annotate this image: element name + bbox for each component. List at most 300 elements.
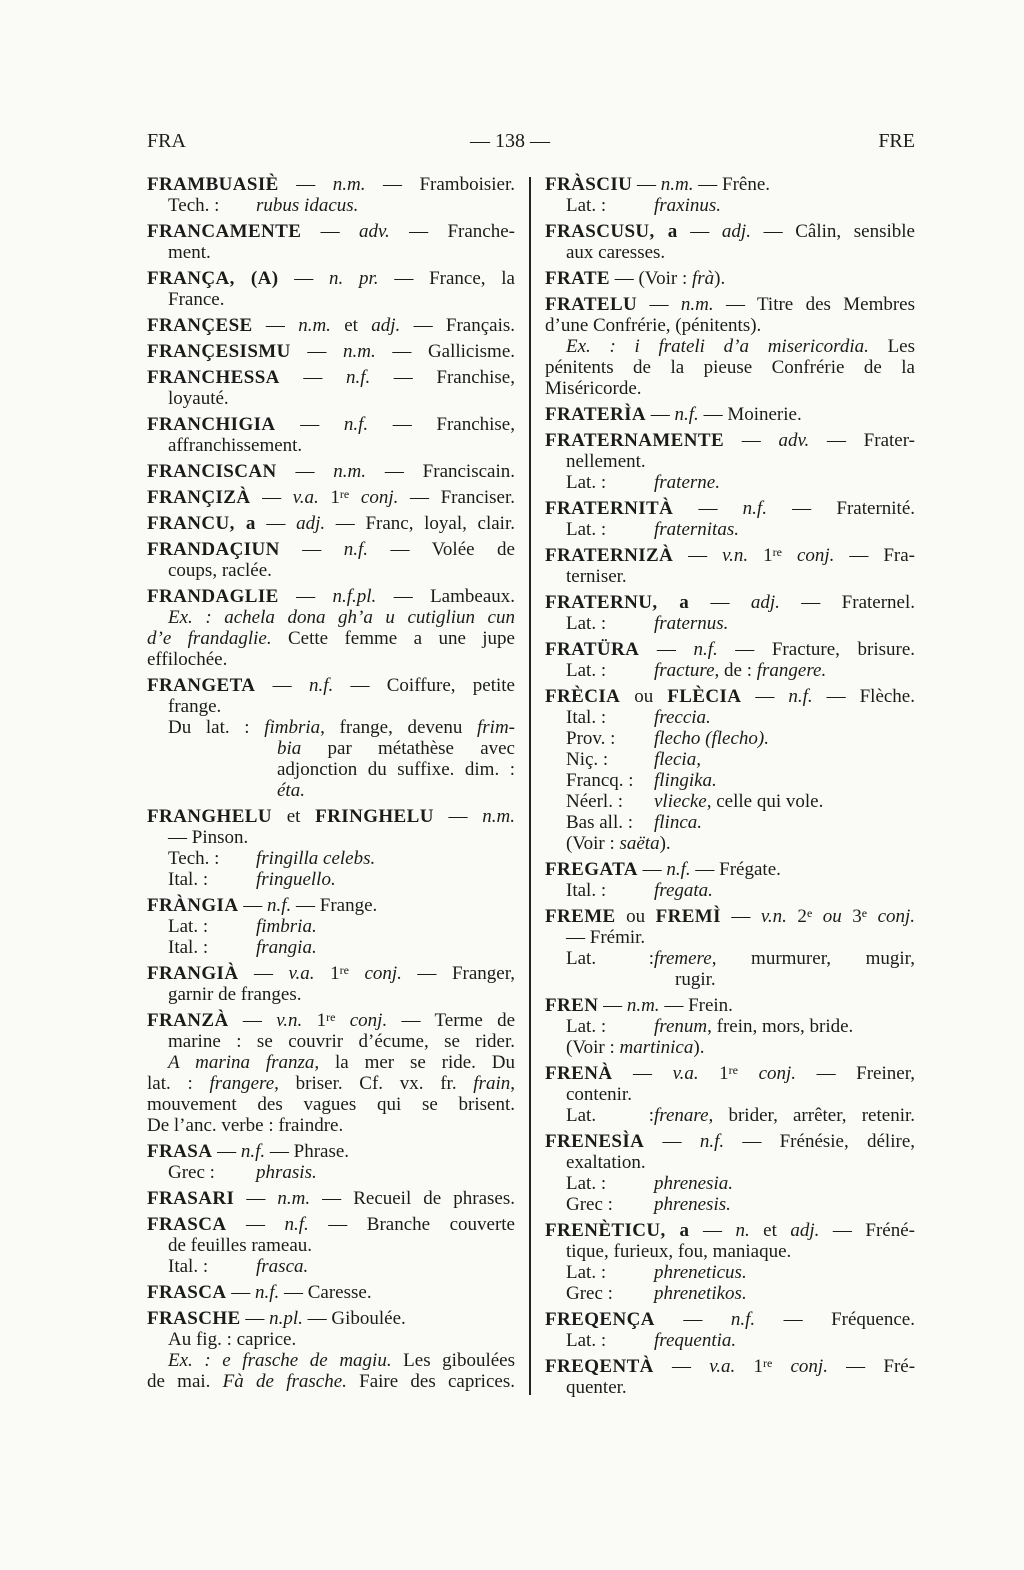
text-segment: marine : se couvrir d’écume, se rider. (168, 1031, 515, 1052)
text-segment: nellement. (566, 451, 646, 472)
headword: FRANGIÀ (147, 963, 239, 984)
text-segment: Faire des caprices. (346, 1371, 515, 1392)
text-segment: — (234, 1188, 278, 1209)
dictionary-entry (147, 268, 515, 310)
text-segment: — Frange. (291, 895, 378, 916)
page-number: — 138 — (470, 130, 550, 152)
text-segment: , de : (714, 660, 757, 681)
text-segment: mouvement des vagues qui se brisent. (147, 1094, 515, 1115)
text-segment: loyauté. (168, 388, 229, 409)
entry-line (147, 242, 515, 263)
dictionary-entry (147, 414, 515, 456)
headword: FRANCU, a (147, 513, 256, 534)
entry-line (545, 927, 915, 948)
text-segment: — (228, 1010, 277, 1031)
language-label: Ital. : (566, 880, 607, 901)
language-label: Grec : (566, 1194, 613, 1215)
entry-line (147, 963, 515, 984)
text-segment: n.f. (693, 639, 718, 660)
text-segment: — (252, 315, 299, 336)
dictionary-entry (147, 174, 515, 216)
headword: FRINGHELU (315, 806, 434, 827)
text-segment: de mai. (147, 1371, 223, 1392)
text-segment: tique, furieux, fou, maniaque. (566, 1241, 792, 1262)
text-segment: — Franciser. (398, 487, 516, 508)
text-segment: — (255, 675, 309, 696)
text-segment: n.pl. (269, 1308, 303, 1329)
text-segment: n.f. (343, 539, 369, 560)
entry-line (147, 1010, 515, 1031)
entry-line (147, 586, 515, 607)
dictionary-entry (545, 1309, 915, 1351)
entry-line (545, 498, 915, 519)
text-segment: exaltation. (566, 1152, 646, 1173)
headword: FRANDAGLIE (147, 586, 279, 607)
text-segment: bia (277, 738, 302, 759)
text-segment: ou (620, 686, 668, 707)
entry-line (147, 895, 515, 916)
entry-line (147, 827, 515, 848)
text-segment: ment. (168, 242, 211, 263)
text-segment: — (278, 268, 330, 289)
entry-line (545, 770, 915, 791)
headword: FRATERÌA (545, 404, 647, 425)
dictionary-entry (545, 545, 915, 587)
text-segment: — (639, 639, 694, 660)
text-segment: — (689, 592, 751, 613)
text-segment: — (637, 294, 681, 315)
dictionary-entry (545, 268, 915, 289)
language-label: Francq. : (566, 770, 634, 791)
text-segment: — (677, 221, 722, 242)
text-segment: — Framboisier. (365, 174, 515, 195)
text-segment: — Pinson. (168, 827, 249, 848)
entry-line (147, 221, 515, 242)
entry-line (545, 948, 915, 969)
text-segment: adj. (296, 513, 326, 534)
text-segment: frange. (168, 696, 222, 717)
text-segment: — Fréné- (819, 1220, 915, 1241)
text-segment: — Frénésie, délire, (724, 1131, 915, 1152)
text-segment: lat. : (147, 1073, 210, 1094)
entry-line (545, 430, 915, 451)
entry-line (545, 378, 915, 399)
text-segment: — Gallicisme. (375, 341, 516, 362)
entry-line (545, 613, 915, 634)
headword: FREN (545, 995, 599, 1016)
text-segment: — (226, 1214, 285, 1235)
text-segment: — (720, 906, 761, 927)
entry-line (545, 1377, 915, 1398)
headword: FRANCAMENTE (147, 221, 302, 242)
dictionary-entry (147, 341, 515, 362)
headword: FRANDAÇIUN (147, 539, 280, 560)
entry-line (147, 738, 515, 759)
entry-line (545, 707, 915, 728)
headword: FRASCA (147, 1282, 227, 1303)
entry-line (545, 1283, 915, 1304)
text-segment: — (673, 545, 723, 566)
text-segment: aux caresses. (566, 242, 666, 263)
dictionary-entry (545, 995, 915, 1058)
text-segment: — Lambeaux. (376, 586, 516, 607)
text-segment: d’e frandaglie. (147, 628, 272, 649)
text-segment: — (226, 1282, 255, 1303)
text-segment: — Franciscain. (366, 461, 515, 482)
entry-line (147, 937, 515, 958)
entry-line (147, 717, 515, 738)
text-segment: — Recueil de phrases. (310, 1188, 516, 1209)
language-label: Lat. : (566, 1330, 607, 1351)
text-segment: Du lat. : (168, 717, 265, 738)
columns (147, 174, 915, 1398)
entry-line (147, 696, 515, 717)
language-label: Lat. : (566, 1016, 607, 1037)
headword: FRÀSCIU (545, 174, 633, 195)
entry-line (147, 289, 515, 310)
text-segment: n.f. (666, 859, 691, 880)
text-segment: — (654, 1309, 731, 1330)
text-segment: Les (868, 336, 915, 357)
text-segment: fregata. (654, 880, 713, 901)
text-segment: ). (693, 1037, 705, 1058)
text-segment: n. pr. (329, 268, 379, 289)
text-segment: De l’anc. verbe : fraindre. (147, 1115, 344, 1136)
entry-line (545, 639, 915, 660)
text-segment: adj. (371, 315, 401, 336)
headword: FRATE (545, 268, 610, 289)
text-segment: re (728, 1063, 738, 1077)
entry-line (545, 545, 915, 566)
text-segment: rubus idacus. (256, 195, 359, 216)
text-segment: frequentia. (654, 1330, 737, 1351)
headword: FRASCHE (147, 1308, 241, 1329)
text-segment (738, 1063, 759, 1084)
language-label: Lat. : (566, 1173, 607, 1194)
dictionary-entry (545, 498, 915, 540)
text-segment: — Caresse. (279, 1282, 372, 1303)
entry-line (545, 1152, 915, 1173)
text-segment: — Fré- (827, 1356, 916, 1377)
text-segment: Fà de frasche. (222, 1371, 347, 1392)
text-segment: adjonction du suffixe. dim. : (277, 759, 515, 780)
entry-line (545, 749, 915, 770)
text-segment: Miséricorde. (545, 378, 642, 399)
text-segment: 2 (786, 906, 807, 927)
language-label: Lat. : (566, 1262, 607, 1283)
entry-line (147, 1094, 515, 1115)
text-segment: v.n. (760, 906, 787, 927)
text-segment: — (255, 513, 297, 534)
entry-line (147, 806, 515, 827)
entry-line (147, 1329, 515, 1350)
text-segment: ou (822, 906, 842, 927)
text-segment: — Franchise, (368, 414, 515, 435)
text-segment: quenter. (566, 1377, 627, 1398)
language-label: Lat. : (566, 519, 607, 540)
text-segment: phrenetikos. (654, 1283, 747, 1304)
right-column (545, 174, 915, 1398)
text-segment: 1 (302, 1010, 327, 1031)
dictionary-entry (545, 639, 915, 681)
text-segment: flecia, (654, 749, 701, 770)
entry-line (147, 1214, 515, 1235)
entry-line (545, 451, 915, 472)
language-label: Niç. : (566, 749, 609, 770)
text-segment: phreneticus. (654, 1262, 747, 1283)
dictionary-entry (545, 221, 915, 263)
entry-line (545, 686, 915, 707)
text-segment: (Voir : (566, 1037, 620, 1058)
text-segment: — Franchise, (370, 367, 515, 388)
entry-line (147, 1350, 515, 1371)
language-label: Lat. : (168, 916, 209, 937)
entry-line (147, 1073, 515, 1094)
text-segment: — (646, 404, 675, 425)
headword: FREQENÇA (545, 1309, 655, 1330)
dictionary-entry (147, 675, 515, 801)
headword: FRANCHESSA (147, 367, 280, 388)
text-segment: n.m. (680, 294, 714, 315)
headword: FRÈCIA (545, 686, 621, 707)
dictionary-entry (545, 592, 915, 634)
language-label: Ital. : (566, 707, 607, 728)
text-segment: — Français. (400, 315, 515, 336)
entry-line (147, 1031, 515, 1052)
text-segment: n.m. (482, 806, 515, 827)
text-segment: — (240, 1308, 270, 1329)
dictionary-entry (147, 963, 515, 1005)
dictionary-entry (545, 1220, 915, 1304)
text-segment: d’une Confrérie, (pénitents). (545, 315, 762, 336)
text-segment: — Franche- (389, 221, 515, 242)
text-segment: frà (691, 268, 715, 289)
language-label: Lat. : (566, 472, 607, 493)
text-segment: n.f. (742, 498, 767, 519)
entry-line (545, 995, 915, 1016)
entry-line (147, 649, 515, 670)
language-label: Lat. : (566, 1105, 654, 1126)
text-segment: Cette femme a une jupe (271, 628, 515, 649)
text-segment: vliecke (654, 791, 707, 812)
dictionary-entry (147, 513, 515, 534)
entry-line (545, 1330, 915, 1351)
text-segment: de feuilles rameau. (168, 1235, 313, 1256)
text-segment: fimbria (264, 717, 321, 738)
page-header (147, 130, 915, 153)
dictionary-entry (147, 1308, 515, 1392)
text-segment: freccia. (654, 707, 711, 728)
text-segment: n.f. (266, 895, 292, 916)
text-segment: A marina franza, (168, 1052, 320, 1073)
dictionary-entry (545, 174, 915, 216)
entry-line (545, 1262, 915, 1283)
entry-line (147, 1235, 515, 1256)
text-segment: martinica (619, 1037, 694, 1058)
text-segment: — Titre des Membres (713, 294, 916, 315)
text-segment: (Voir : (566, 833, 620, 854)
text-segment: et (330, 315, 372, 336)
text-segment: conj. (360, 487, 399, 508)
entry-line (147, 174, 515, 195)
dictionary-entry (147, 1188, 515, 1209)
text-segment: et (749, 1220, 791, 1241)
entry-line (147, 539, 515, 560)
text-segment: pénitents de la pieuse Confrérie de la (545, 357, 915, 378)
headword: FRANCISCAN (147, 461, 277, 482)
text-segment: frenare (654, 1105, 709, 1126)
entry-line (545, 566, 915, 587)
entry-line (545, 1131, 915, 1152)
headword: FRANÇESE (147, 315, 253, 336)
text-segment: 3 (841, 906, 862, 927)
text-segment: — (689, 1220, 736, 1241)
text-segment (335, 1010, 349, 1031)
text-segment: ). (659, 833, 671, 854)
entry-line (545, 1173, 915, 1194)
text-segment: re (339, 487, 350, 501)
dictionary-entry (147, 367, 515, 409)
entry-line (147, 869, 515, 890)
text-segment: frenum (654, 1016, 708, 1037)
text-segment: — Phrase. (265, 1141, 350, 1162)
language-label: Tech. : (168, 195, 220, 216)
entry-line (147, 1188, 515, 1209)
text-segment: — Frein. (659, 995, 733, 1016)
text-segment: — Frater- (809, 430, 915, 451)
language-label: Lat. : (566, 613, 607, 634)
entry-line (545, 472, 915, 493)
text-segment: fraterne. (654, 472, 720, 493)
text-segment: fringilla celebs. (256, 848, 376, 869)
entry-line (545, 1037, 915, 1058)
text-segment: re (339, 963, 349, 977)
entry-line (545, 174, 915, 195)
text-segment: éta. (277, 780, 305, 801)
language-label: Ital. : (168, 869, 209, 890)
text-segment: re (326, 1010, 336, 1024)
text-segment: n.f. (674, 404, 699, 425)
text-segment: n.m. (298, 315, 331, 336)
text-segment: — (301, 221, 359, 242)
text-segment: adj. (750, 592, 780, 613)
entry-line (147, 435, 515, 456)
entry-line (545, 1309, 915, 1330)
entry-line (545, 1356, 915, 1377)
text-segment: — Fraternel. (779, 592, 915, 613)
headword: FREQENTÀ (545, 1356, 654, 1377)
left-column (147, 174, 515, 1398)
text-segment: fimbria. (256, 916, 317, 937)
text-segment: conj. (364, 963, 402, 984)
text-segment: — (644, 1131, 700, 1152)
entry-line (147, 1141, 515, 1162)
text-segment: terniser. (566, 566, 627, 587)
text-segment: — Frémir. (566, 927, 646, 948)
text-segment: 1 (318, 487, 340, 508)
text-segment: par métathèse avec (301, 738, 515, 759)
text-segment: — (278, 586, 333, 607)
text-segment (782, 545, 797, 566)
text-segment: — Fraternité. (766, 498, 916, 519)
text-segment: fraternus. (654, 613, 729, 634)
headword: FRATERNIZÀ (545, 545, 674, 566)
language-label: Lat. : (566, 948, 654, 969)
text-segment: adj. (721, 221, 751, 242)
headword: FRATÜRA (545, 639, 640, 660)
text-segment: — Fréquence. (755, 1309, 915, 1330)
language-label: Prov. : (566, 728, 616, 749)
text-segment: — Volée de (368, 539, 515, 560)
text-segment: — Franger, (401, 963, 516, 984)
text-segment: conj. (877, 906, 916, 927)
entry-line (545, 294, 915, 315)
dictionary-entry (545, 906, 915, 990)
entry-line (147, 1115, 515, 1136)
text-segment: — (279, 367, 346, 388)
entry-line (545, 859, 915, 880)
entry-line (545, 404, 915, 425)
language-label: Néerl. : (566, 791, 623, 812)
entry-line (545, 195, 915, 216)
text-segment: , briser. Cf. vx. fr. (274, 1073, 474, 1094)
dictionary-entry (545, 686, 915, 854)
dictionary-entry (545, 859, 915, 901)
text-segment: — Frégate. (690, 859, 781, 880)
text-segment (349, 487, 361, 508)
entry-line (147, 1052, 515, 1073)
entry-line (147, 560, 515, 581)
text-segment: — (637, 859, 667, 880)
dictionary-entry (147, 1214, 515, 1277)
text-segment: — (433, 806, 483, 827)
text-segment: v.n. (276, 1010, 303, 1031)
text-segment: Ex. : e frasche de magiu. (168, 1350, 392, 1371)
entry-line (147, 1371, 515, 1392)
text-segment (812, 906, 823, 927)
text-segment: 1 (314, 963, 340, 984)
text-segment: n.m. (342, 341, 376, 362)
text-segment: adv. (359, 221, 390, 242)
text-segment: frain (473, 1073, 511, 1094)
text-segment: , frein, mors, bride. (707, 1016, 854, 1037)
language-label: Ital. : (168, 1256, 209, 1277)
text-segment: 1 (748, 545, 773, 566)
dictionary-entry (147, 221, 515, 263)
entry-line (545, 728, 915, 749)
text-segment: n.f. (308, 675, 334, 696)
headword: FRATERNAMENTE (545, 430, 725, 451)
text-segment: e (806, 906, 813, 920)
text-segment: n.f. (240, 1141, 266, 1162)
headword: FRANÇA, (A) (147, 268, 279, 289)
language-label: Grec : (168, 1162, 215, 1183)
text-segment: n.f. (788, 686, 813, 707)
text-segment: — Flèche. (812, 686, 915, 707)
headword: FRANCHIGIA (147, 414, 276, 435)
headword: FRATERNU, a (545, 592, 690, 613)
dictionary-entry (147, 461, 515, 482)
entry-line (545, 812, 915, 833)
text-segment: effilochée. (147, 649, 228, 670)
headword: FRAMBUASIÈ (147, 174, 279, 195)
text-segment: flingika. (654, 770, 717, 791)
entry-line (147, 388, 515, 409)
entry-line (147, 675, 515, 696)
headword: FRASARI (147, 1188, 235, 1209)
text-segment: — Branche couverte (308, 1214, 515, 1235)
entry-line (147, 487, 515, 508)
